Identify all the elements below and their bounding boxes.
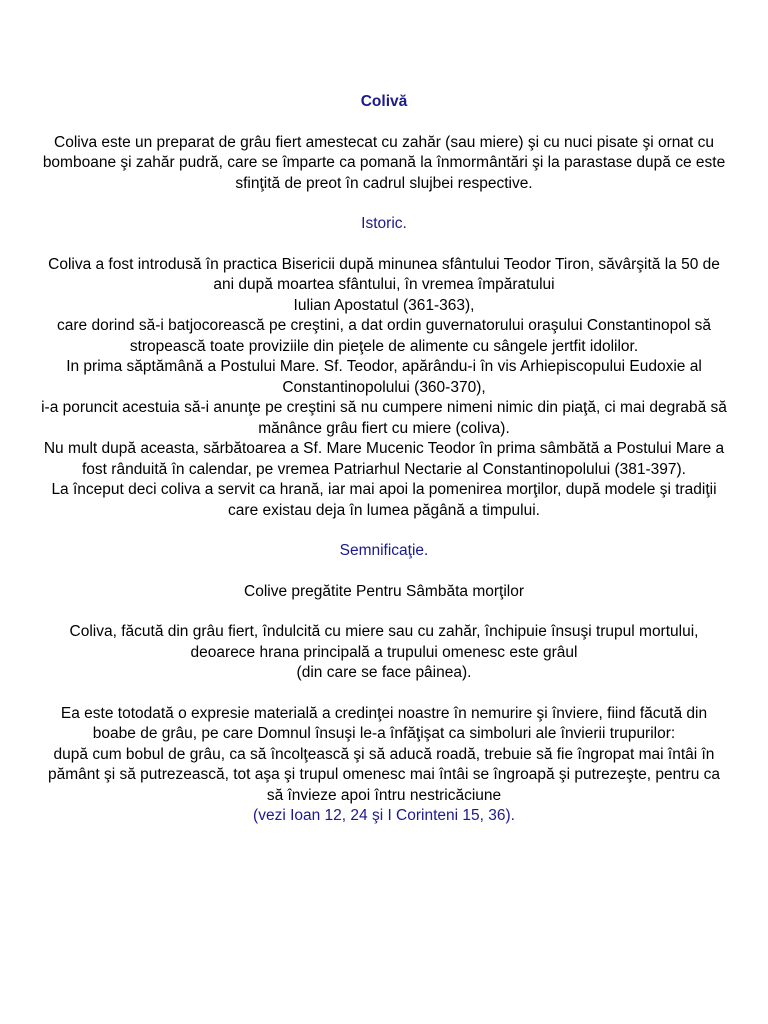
history-text (40, 255, 728, 522)
document-title: Colivă (360, 93, 408, 110)
image-caption: Colive pregătite Pentru Sâmbăta morţilor (244, 582, 524, 600)
history-heading: Istoric. (361, 215, 407, 232)
intro-paragraph: Coliva este un preparat de grâu fiert amestecat cu zahăr (sau miere) şi cu nuci pisate şi ornat cu bomboane şi zahăr pudră, care se împarte ca pomană la înmormântări şi la parastase după ce este sfinţită de preot în cadrul slujbei respective. (42, 133, 726, 192)
history-line: La început deci coliva a servit ca hrană, iar mai apoi la pomenirea morţilor, după modele şi tradiţii care existau deja în lumea păgână a timpului. (51, 481, 717, 519)
meaning-line: după cum bobul de grâu, ca să încolţească şi să aducă roadă, trebuie să fie îngropat mai întâi în pământ şi să putrezească, tot aşa şi trupul omenesc mai întâi se îngroapă şi putrezeşte, pentru ca să învieze apoi întru nestricăciune (47, 745, 721, 804)
history-line: Iulian Apostatul (361-363), (293, 296, 475, 314)
meaning-paragraph-2 (40, 704, 728, 827)
meaning-heading: Semnificaţie. (339, 542, 429, 559)
history-line: i-a poruncit acestuia să-i anunţe pe creştini să nu cumpere nimeni nimic din piaţă, ci mai degrabă să mănânce grâu fiert cu miere (coliva). (41, 399, 727, 437)
history-line: Coliva a fost introdusă în practica Bisericii după minunea sfântului Teodor Tiron, săvârşită la 50 de ani după moartea sfântului, în vremea împăratului (48, 255, 720, 293)
meaning-line: Coliva, făcută din grâu fiert, îndulcită cu miere sau cu zahăr, închipuie însuşi trupul mortului, deoarece hrana principală a trupului omenesc este grâul (69, 623, 699, 661)
meaning-paragraph-1 (40, 622, 728, 684)
bible-reference-link[interactable]: (vezi Ioan 12, 24 şi I Corinteni 15, 36). (253, 807, 515, 824)
meaning-line: Ea este totodată o expresie materială a credinţei noastre în nemurire şi înviere, fiind făcută din boabe de grâu, pe care Domnul însuşi le-a înfăţişat ca simboluri ale învierii trupurilor: (60, 704, 708, 742)
meaning-line: (din care se face pâinea). (296, 664, 472, 681)
history-line: care dorind să-i batjocorească pe creştini, a dat ordin guvernatorului oraşului Constantinopol să stropească toate proviziile din pieţele de alimente cu sângele jertfit idolilor. (57, 317, 711, 355)
document-page (40, 92, 728, 847)
history-line: Nu mult după aceasta, sărbătoarea a Sf. Mare Mucenic Teodor în prima sâmbătă a Postului Mare a fost rânduită în calendar, pe vremea Patriarhul Nectarie al Constantinopolului (381-397). (43, 440, 725, 478)
history-line: In prima săptămână a Postului Mare. Sf. Teodor, apărându-i în vis Arhiepiscopului Eudoxie al Constantinopolului (360-370), (66, 358, 702, 396)
